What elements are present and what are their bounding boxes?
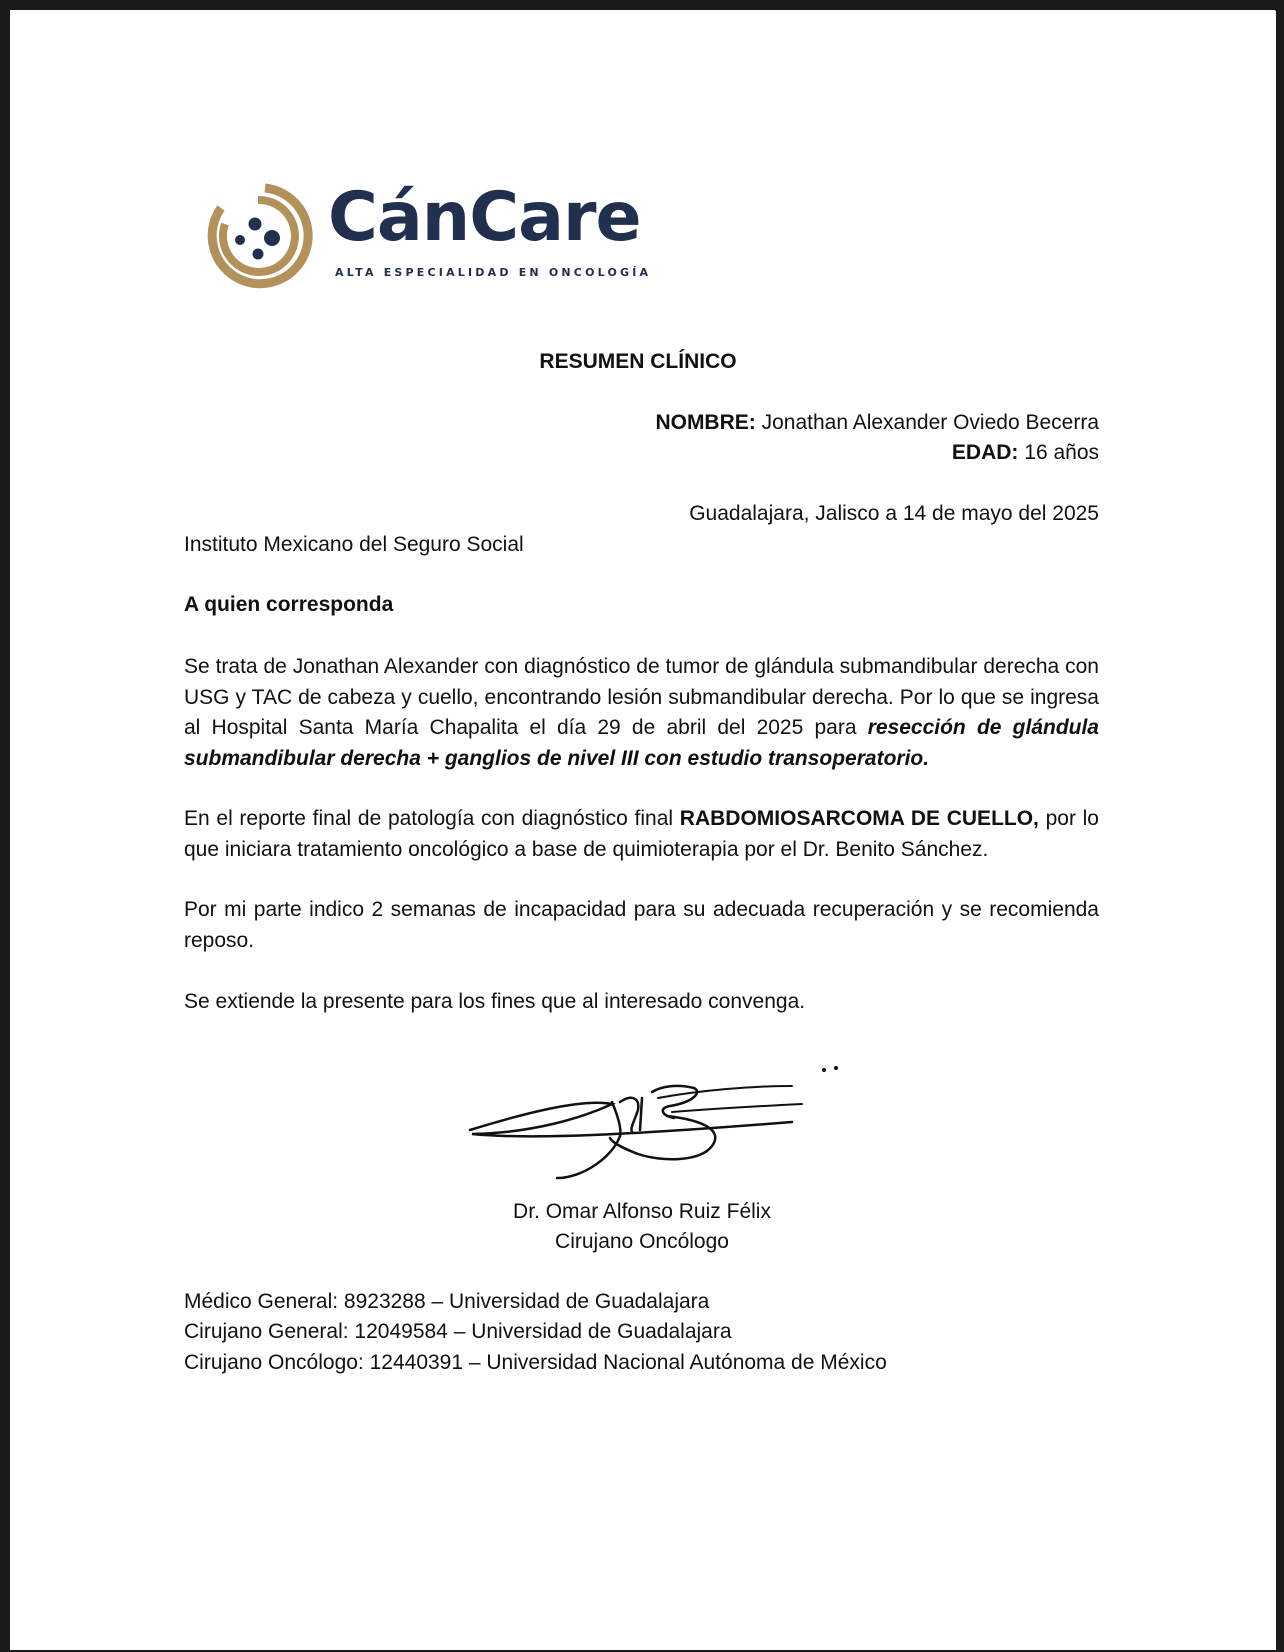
salutation xyxy=(184,593,393,617)
paragraph-incapacity: Por mi parte indico 2 semanas de incapacidad para su adecuada recuperación y se recomienda reposo. xyxy=(184,898,1099,952)
logo-tagline: ALTA ESPECIALIDAD EN ONCOLOGÍA xyxy=(335,266,652,279)
patient-name-value: Jonathan Alexander Oviedo Becerra xyxy=(761,411,1099,434)
patient-age-line xyxy=(952,441,1099,465)
document-title: RESUMEN CLÍNICO xyxy=(539,350,737,373)
credential-line: Cirujano General: 12049584 – Universidad de Guadalajara xyxy=(184,1320,732,1343)
recipient: Instituto Mexicano del Seguro Social xyxy=(184,533,524,556)
place-date: Guadalajara, Jalisco a 14 de mayo del 2025 xyxy=(689,502,1099,525)
paragraph-pathology-text-a: En el reporte final de patología con diagnóstico final xyxy=(184,807,680,830)
doctor-name: Dr. Omar Alfonso Ruiz Félix xyxy=(513,1200,771,1223)
doctor-title: Cirujano Oncólogo xyxy=(555,1230,729,1253)
paragraph-pathology-diagnosis: RABDOMIOSARCOMA DE CUELLO, xyxy=(679,807,1039,830)
credential-line: Médico General: 8923288 – Universidad de Guadalajara xyxy=(184,1290,710,1313)
signature-icon xyxy=(462,1058,862,1188)
paragraph-closing: Se extiende la presente para los fines que al interesado convenga. xyxy=(184,990,806,1013)
paragraph-diagnosis xyxy=(184,652,1099,774)
patient-age-value: 16 años xyxy=(1024,441,1099,464)
cancare-emblem-icon xyxy=(203,180,313,290)
paragraph-diagnosis-text: Se trata de Jonathan Alexander con diagnóstico de tumor de glándula submandibular derecha con USG y TAC de cabeza y cuello, encontrando lesión submandibular derecha. Por lo que se ingresa al Hospital Santa María Chapalita el día 29 de abril del 2025 para xyxy=(184,655,1099,739)
patient-name-line xyxy=(655,411,1099,435)
paragraph-diagnosis-procedure: resección de glándula submandibular derecha + ganglios de nivel III con estudio transoperatorio. xyxy=(184,716,1099,770)
patient-name-label: NOMBRE: xyxy=(655,411,756,434)
salutation-text: A quien corresponda xyxy=(184,593,394,616)
patient-age-label: EDAD: xyxy=(951,441,1019,464)
logo-brand-name: CánCare xyxy=(328,178,641,257)
credential-line: Cirujano Oncólogo: 12440391 – Universidad Nacional Autónoma de México xyxy=(184,1351,887,1374)
paragraph-pathology-text-b: por lo que iniciara tratamiento oncológico a base de quimioterapia por el Dr. Benito Sánchez. xyxy=(184,807,1099,861)
paragraph-pathology xyxy=(184,804,1099,865)
cancare-logo xyxy=(203,180,663,290)
